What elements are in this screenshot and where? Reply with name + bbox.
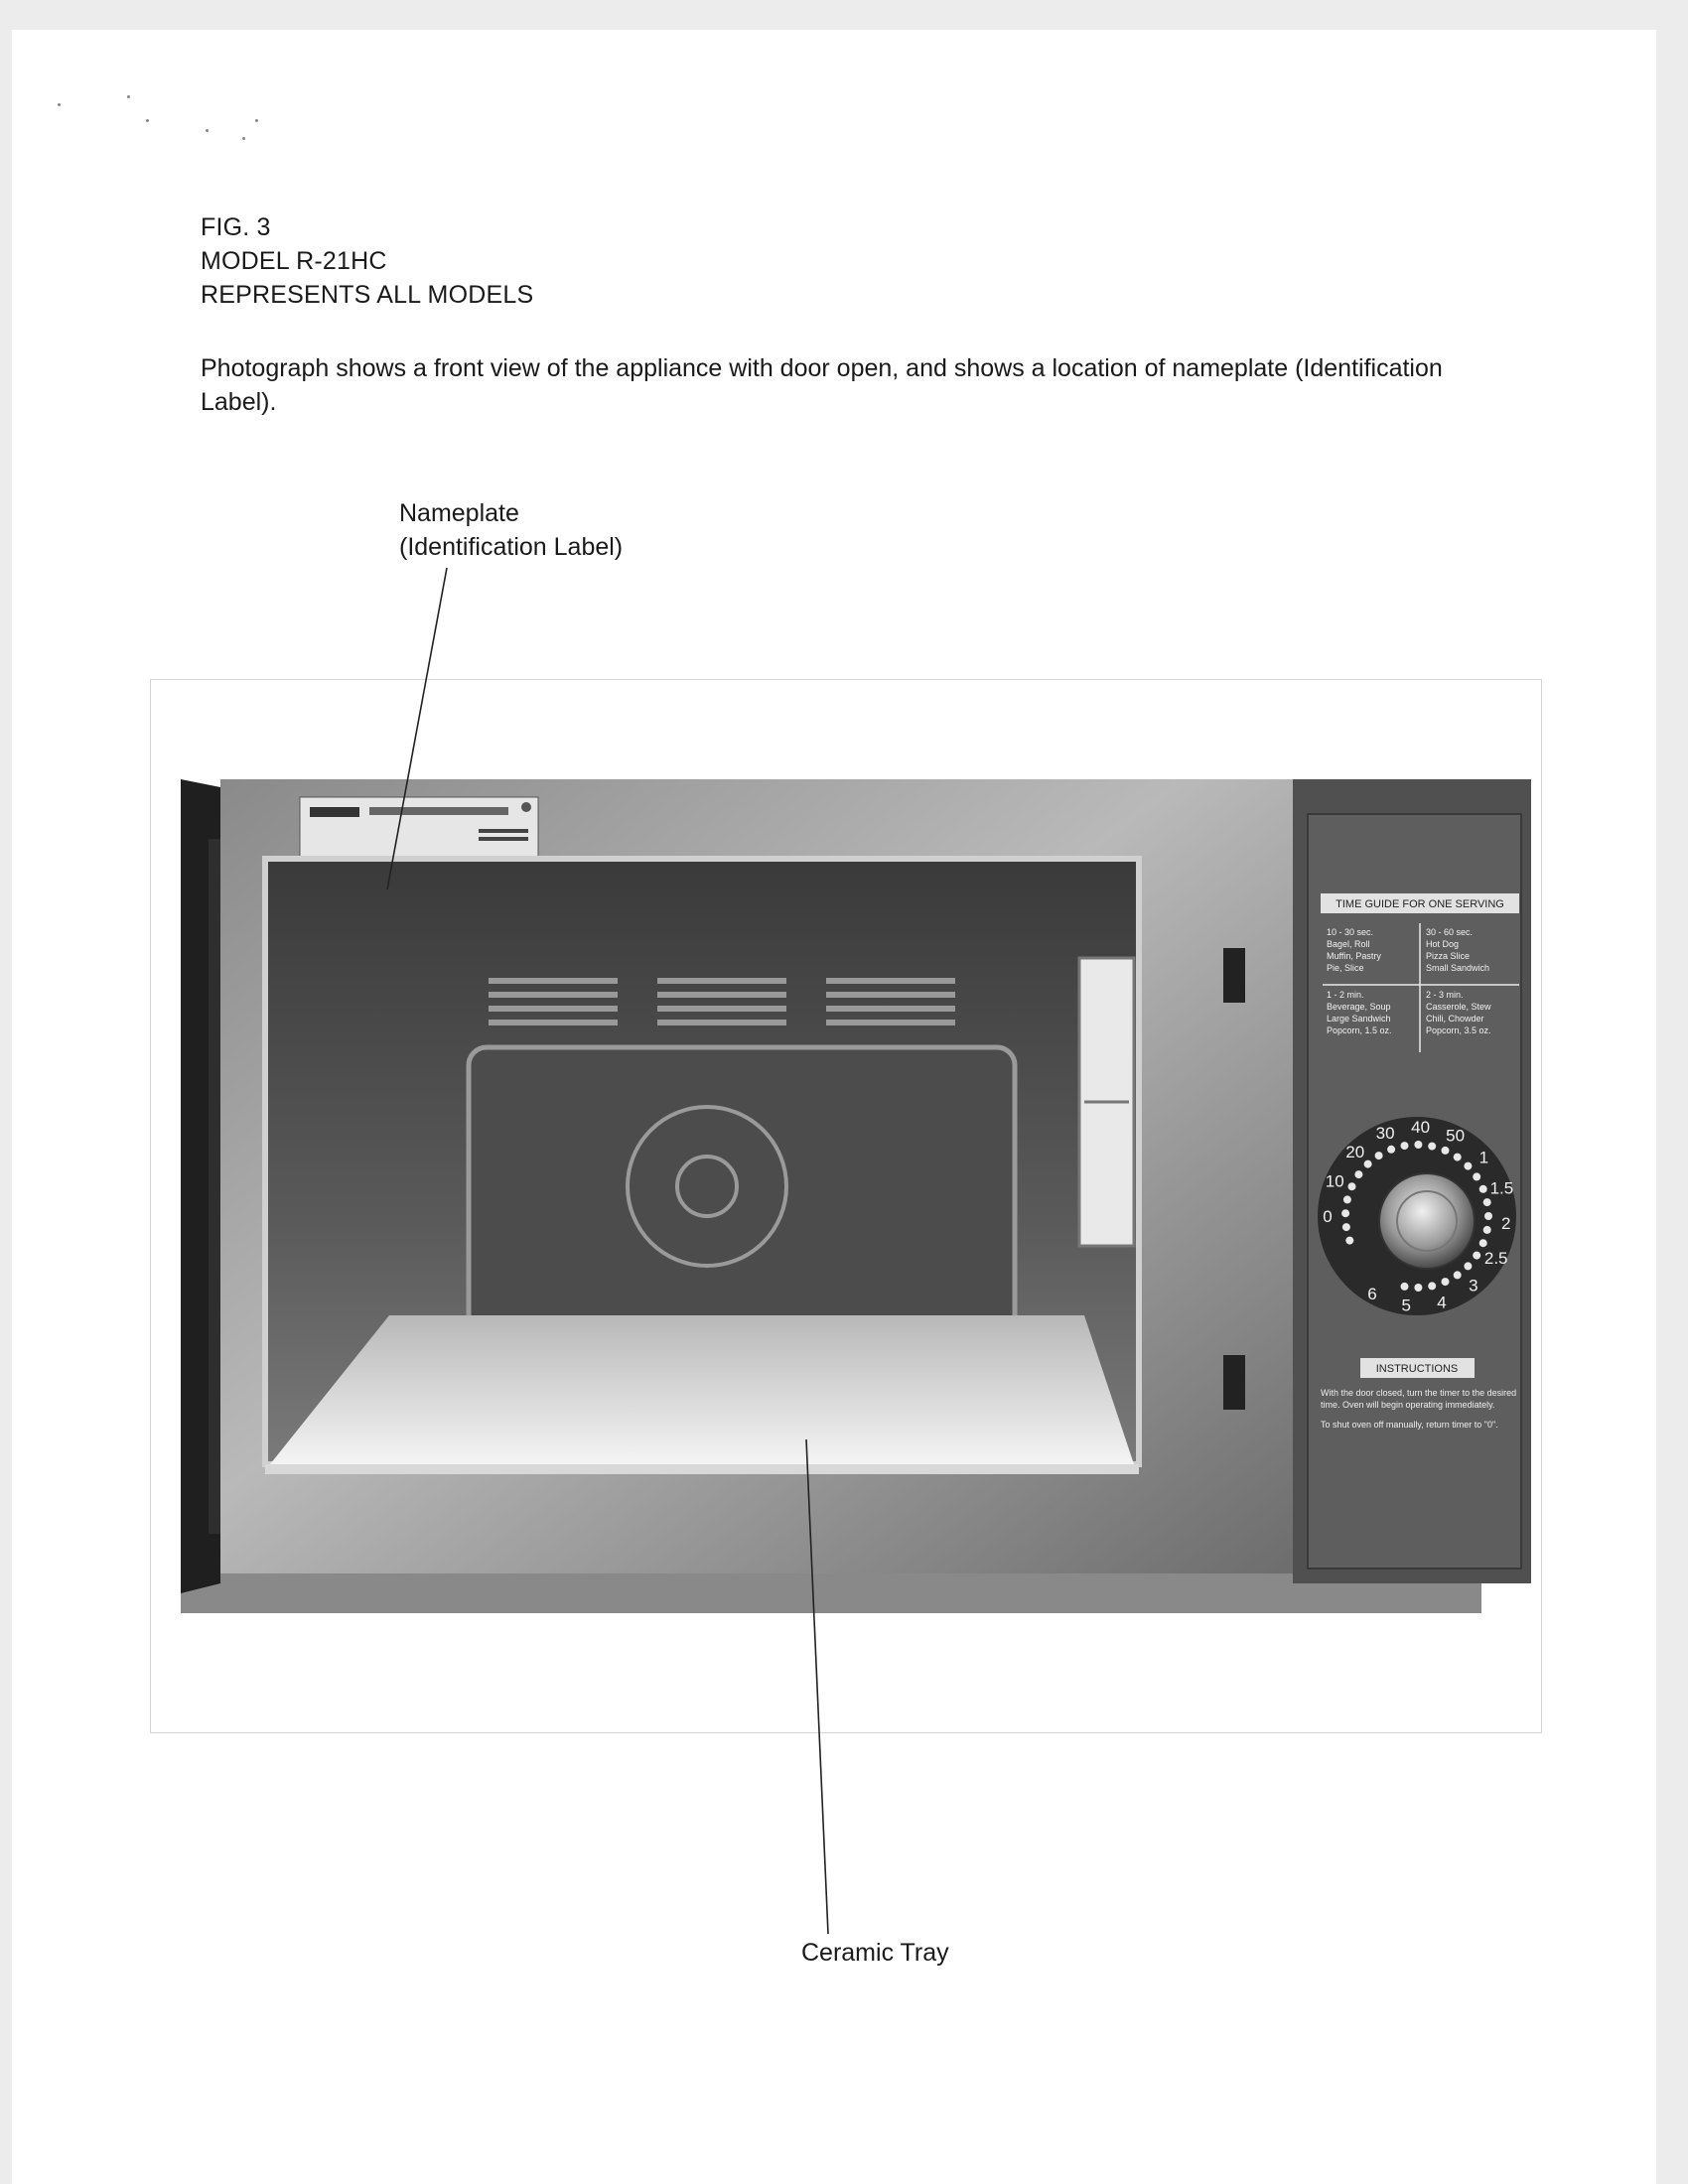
guide-item: Popcorn, 1.5 oz. — [1327, 1025, 1392, 1035]
dial-tick-dot — [1343, 1195, 1351, 1203]
dial-tick-dot — [1464, 1262, 1472, 1270]
guide-item: Beverage, Soup — [1327, 1002, 1391, 1012]
dial-label: 5 — [1401, 1296, 1411, 1315]
dial-tick-dot — [1401, 1283, 1409, 1291]
model-line: MODEL R-21HC — [201, 247, 387, 275]
dial-tick-dot — [1442, 1147, 1450, 1155]
scan-speck — [146, 119, 149, 122]
nameplate-label — [300, 797, 538, 857]
dial-tick-dot — [1364, 1160, 1372, 1168]
dial-tick-dot — [1479, 1185, 1487, 1193]
dial-tick-dot — [1454, 1154, 1462, 1161]
document-page — [12, 30, 1656, 2184]
guide-item: Popcorn, 3.5 oz. — [1426, 1025, 1491, 1035]
dial-label: 20 — [1345, 1143, 1365, 1162]
dial-label: 0 — [1323, 1207, 1333, 1226]
dial-tick-dot — [1428, 1282, 1436, 1290]
ceramic-tray — [270, 1315, 1134, 1464]
dial-label: 50 — [1446, 1126, 1466, 1146]
dial-label: 10 — [1325, 1171, 1344, 1191]
dial-label: 2.5 — [1483, 1248, 1508, 1268]
instruction-item: With the door closed, turn the timer to the desired time. Oven will begin operating immediately. — [1321, 1388, 1517, 1410]
guide-item: Large Sandwich — [1327, 1014, 1391, 1024]
dial-tick-dot — [1387, 1146, 1395, 1154]
guide-item: Hot Dog — [1426, 939, 1460, 949]
guide-item: Pizza Slice — [1426, 951, 1471, 961]
scan-speck — [255, 119, 258, 122]
microwave-photograph — [151, 680, 1541, 1732]
dial-label: 4 — [1437, 1293, 1447, 1312]
guide-time: 10 - 30 sec. — [1327, 927, 1374, 937]
dial-tick-dot — [1484, 1212, 1492, 1220]
figure-number: FIG. 3 — [201, 213, 271, 241]
dial-tick-dot — [1454, 1271, 1462, 1279]
dial-tick-dot — [1375, 1152, 1383, 1160]
scan-speck — [127, 95, 130, 98]
dial-tick-dot — [1442, 1278, 1450, 1286]
instructions-title: INSTRUCTIONS — [1375, 1363, 1459, 1375]
dial-label: 2 — [1500, 1214, 1511, 1234]
latch-slot — [1223, 948, 1245, 1003]
dial-label: 1 — [1478, 1148, 1489, 1167]
dial-label: 30 — [1375, 1123, 1395, 1143]
dial-tick-dot — [1473, 1252, 1480, 1260]
guide-item: Casserole, Stew — [1426, 1002, 1491, 1012]
dial-tick-dot — [1464, 1162, 1472, 1170]
dial-tick-dot — [1345, 1237, 1353, 1245]
guide-time: 2 - 3 min. — [1426, 990, 1464, 1000]
scan-speck — [242, 137, 245, 140]
dial-tick-dot — [1473, 1172, 1480, 1180]
represents-line: REPRESENTS ALL MODELS — [201, 281, 534, 309]
guide-item: Pie, Slice — [1327, 963, 1364, 973]
ceramic-tray-callout-label: Ceramic Tray — [801, 1939, 949, 1967]
dial-tick-dot — [1483, 1226, 1491, 1234]
timer-knob[interactable] — [1379, 1173, 1475, 1269]
back-wall — [469, 1047, 1015, 1335]
nameplate-callout-label: Nameplate — [399, 499, 519, 527]
timer-dial[interactable] — [1318, 1117, 1516, 1315]
latch-slot — [1223, 1355, 1245, 1410]
guide-item: Bagel, Roll — [1327, 939, 1370, 949]
guide-item: Muffin, Pastry — [1327, 951, 1381, 961]
dial-tick-dot — [1354, 1170, 1362, 1178]
scan-speck — [206, 129, 209, 132]
dial-tick-dot — [1428, 1143, 1436, 1151]
time-guide-title: TIME GUIDE FOR ONE SERVING — [1336, 898, 1504, 910]
dial-tick-dot — [1401, 1142, 1409, 1150]
dial-label: 1.5 — [1489, 1178, 1514, 1198]
dial-tick-dot — [1341, 1209, 1349, 1217]
microwave-illustration — [151, 680, 1541, 1732]
guide-time: 1 - 2 min. — [1327, 990, 1364, 1000]
dial-tick-dot — [1348, 1182, 1356, 1190]
dial-label: 6 — [1367, 1284, 1377, 1303]
dial-label: 40 — [1411, 1118, 1431, 1138]
dial-tick-dot — [1414, 1284, 1422, 1292]
guide-item: Chili, Chowder — [1426, 1014, 1484, 1024]
scan-speck — [58, 103, 61, 106]
guide-time: 30 - 60 sec. — [1426, 927, 1474, 937]
dial-tick-dot — [1342, 1223, 1350, 1231]
dial-label: 3 — [1469, 1276, 1478, 1296]
dial-tick-dot — [1414, 1141, 1422, 1149]
figure-description: Photograph shows a front view of the appliance with door open, and shows a location of nameplate (Identification Label). — [201, 354, 1443, 416]
instruction-item: To shut oven off manually, return timer to "0". — [1321, 1420, 1498, 1430]
guide-item: Small Sandwich — [1426, 963, 1490, 973]
dial-tick-dot — [1483, 1198, 1491, 1206]
dial-tick-dot — [1479, 1239, 1487, 1247]
nameplate-callout-sublabel: (Identification Label) — [399, 533, 624, 561]
